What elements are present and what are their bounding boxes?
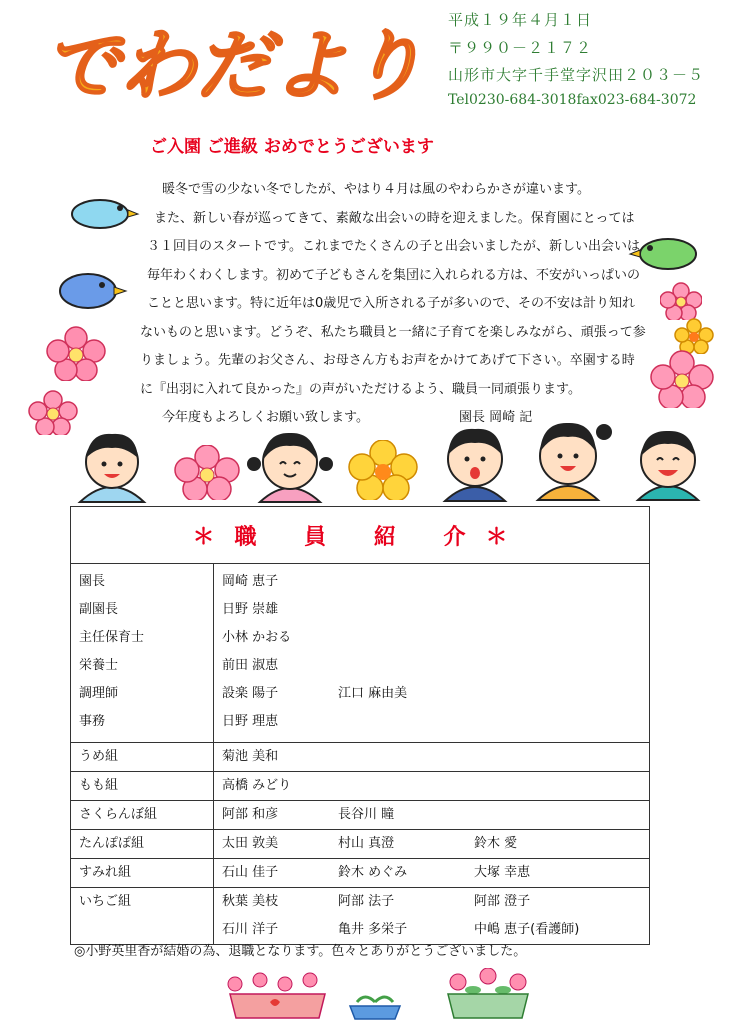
newsletter-masthead <box>40 4 440 114</box>
staff-name: 秋葉 美枝 <box>222 894 279 909</box>
staff-name: 岡崎 恵子 <box>222 574 279 589</box>
flower-pot-illustration <box>438 968 538 1020</box>
names-cell <box>214 772 650 801</box>
staff-name: 阿部 澄子 <box>474 894 531 909</box>
message-line: 暖冬で雪の少ない冬でしたが、やはり４月は風のやわらかさが違います。 <box>162 182 590 197</box>
address: 山形市大字千手堂字沢田２０３－５ <box>448 66 705 84</box>
names-cell <box>214 564 650 743</box>
class-name: もも組 <box>79 778 119 793</box>
role-label: 栄養士 <box>79 658 119 673</box>
staff-name: 鈴木 愛 <box>474 836 518 851</box>
role-label: 副園長 <box>79 602 119 617</box>
class-name: たんぽぽ組 <box>79 836 145 851</box>
staff-name: 阿部 和彦 <box>222 807 279 822</box>
flower-illustration <box>172 445 242 500</box>
flower-illustration <box>660 282 702 320</box>
class-name: うめ組 <box>79 749 119 764</box>
staff-name: 村山 真澄 <box>338 836 395 851</box>
masthead-text: でわだより <box>44 21 424 110</box>
message-line: ことと思います。特に近年は0歳児で入所される子が多いので、その不安は計り知れ <box>147 296 635 311</box>
names-cell <box>214 743 650 772</box>
names-cell <box>214 888 650 945</box>
bird-illustration <box>60 190 140 235</box>
role-cell <box>71 564 214 743</box>
names-cell <box>214 801 650 830</box>
class-row <box>71 743 650 772</box>
flower-illustration <box>46 326 106 381</box>
staff-name: 日野 理恵 <box>222 714 279 729</box>
footnote: ◎小野英里香が結婚の為、退職となります。色々とありがとうございました。 <box>74 944 527 959</box>
staff-name: 長谷川 瞳 <box>338 807 395 822</box>
class-name: いちご組 <box>79 894 132 909</box>
closing-row <box>140 404 640 433</box>
role-label: 主任保育士 <box>79 630 145 645</box>
headline: ご入園 ご進級 おめでとうございます <box>150 137 434 157</box>
management-row <box>71 564 650 743</box>
staff-name: 江口 麻由美 <box>338 686 408 701</box>
names-cell <box>214 859 650 888</box>
staff-name: 菊池 美和 <box>222 749 279 764</box>
staff-name: 鈴木 めぐみ <box>338 865 408 880</box>
class-label <box>71 830 214 859</box>
staff-name: 石川 洋子 <box>222 922 279 937</box>
role-label: 調理師 <box>79 686 119 701</box>
class-label <box>71 888 214 945</box>
class-label <box>71 772 214 801</box>
signature: 園長 岡崎 記 <box>458 410 533 425</box>
class-label <box>71 859 214 888</box>
staff-name: 小林 かおる <box>222 630 292 645</box>
staff-name: 設楽 陽子 <box>222 686 279 701</box>
issue-date: 平成１９年４月１日 <box>448 11 593 29</box>
class-label <box>71 743 214 772</box>
staff-name: 前田 淑恵 <box>222 658 279 673</box>
message-line: 毎年わくわくします。初めて子どもさんを集団に入れられる方は、不安がいっぱいの <box>147 267 640 283</box>
class-row <box>71 801 650 830</box>
class-label <box>71 801 214 830</box>
message-line: ないものと思います。どうぞ、私たち職員と一緒に子育てを楽しみながら、頑張って参 <box>140 324 646 340</box>
phone-fax: Tel0230-684-3018fax023-684-3072 <box>448 92 697 108</box>
names-cell <box>214 830 650 859</box>
staff-name: 大塚 幸恵 <box>474 865 531 880</box>
flower-illustration <box>650 350 715 408</box>
role-label: 園長 <box>79 574 106 589</box>
message-line: また、新しい春が巡ってきて、素敵な出会いの時を迎えました。保育園にとっては <box>154 210 635 226</box>
class-name: すみれ組 <box>79 865 132 880</box>
class-row <box>71 888 650 945</box>
staff-name-line <box>222 680 641 708</box>
class-row <box>71 830 650 859</box>
role-label: 事務 <box>79 714 106 729</box>
child-illustration <box>62 422 162 504</box>
closing-text: 今年度もよろしくお願い致します。 <box>162 410 369 425</box>
message-line: ３１回目のスタートです。これまでたくさんの子と出会いましたが、新しい出会いは <box>147 239 640 254</box>
greeting-message <box>140 176 646 433</box>
flower-pot-illustration <box>215 972 335 1020</box>
message-line: に『出羽に入れて良かった』の声がいただけるよう、職員一同頑張ります。 <box>140 381 581 397</box>
flower-illustration <box>348 440 418 500</box>
bird-illustration <box>50 265 130 315</box>
staff-name: 石山 佳子 <box>222 865 279 880</box>
flower-illustration <box>674 318 714 354</box>
staff-table <box>70 506 650 945</box>
class-name: さくらんぼ組 <box>79 807 158 822</box>
class-row <box>71 859 650 888</box>
staff-name: 中嶋 恵子(看護師) <box>474 922 580 937</box>
class-row <box>71 772 650 801</box>
staff-name: 亀井 多栄子 <box>338 922 408 937</box>
staff-table-title: ＊職 員 紹 介＊ <box>71 507 650 564</box>
flower-pot-illustration <box>345 990 405 1020</box>
staff-name: 太田 敦美 <box>222 836 279 851</box>
staff-name: 阿部 法子 <box>338 894 395 909</box>
postal-code: 〒９９０－２１７２ <box>448 39 593 57</box>
message-line: りましょう。先輩のお父さん、お母さん方もお声をかけてあげて下さい。卒園する時 <box>140 353 635 368</box>
staff-name: 日野 崇雄 <box>222 602 279 617</box>
staff-name: 高橋 みどり <box>222 778 292 793</box>
